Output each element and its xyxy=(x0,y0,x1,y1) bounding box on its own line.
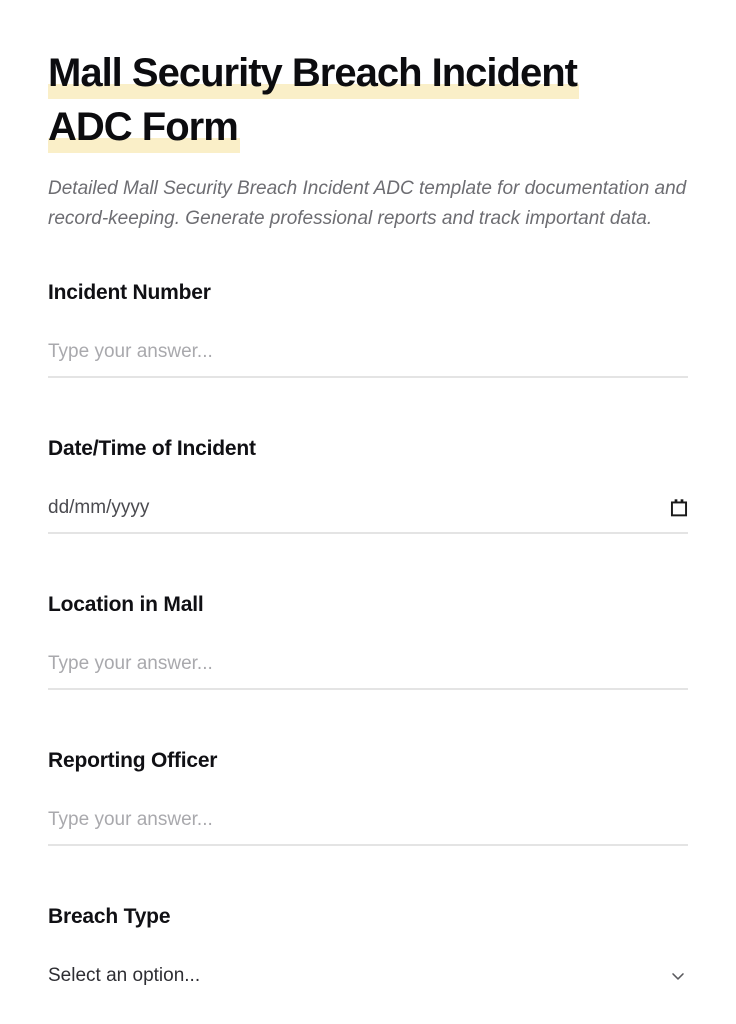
incident-number-input-row xyxy=(48,340,688,378)
breach-type-selected-value: Select an option... xyxy=(48,965,201,986)
field-breach-type xyxy=(48,904,688,1000)
date-time-input-row xyxy=(48,496,688,534)
reporting-officer-label: Reporting Officer xyxy=(48,749,218,772)
location-input-row xyxy=(48,652,688,690)
location-input[interactable] xyxy=(48,652,688,676)
field-date-time xyxy=(48,436,688,534)
location-label: Location in Mall xyxy=(48,593,204,616)
breach-type-label: Breach Type xyxy=(48,905,171,928)
page-title xyxy=(48,46,688,154)
field-incident-number xyxy=(48,280,688,378)
reporting-officer-input[interactable] xyxy=(48,808,688,832)
field-reporting-officer xyxy=(48,748,688,846)
page-title-line-1: Mall Security Breach Incident xyxy=(48,46,579,100)
incident-number-label: Incident Number xyxy=(48,281,211,304)
date-time-input[interactable] xyxy=(48,496,688,520)
reporting-officer-input-row xyxy=(48,808,688,846)
breach-type-select[interactable] xyxy=(48,964,688,1000)
calendar-icon[interactable] xyxy=(670,498,688,518)
incident-number-input[interactable] xyxy=(48,340,688,364)
page-title-line-2: ADC Form xyxy=(48,100,240,154)
field-location xyxy=(48,592,688,690)
form-description: Detailed Mall Security Breach Incident ADC template for documentation and record-keeping. Generate professional reports and track important data. xyxy=(48,178,687,229)
date-time-label: Date/Time of Incident xyxy=(48,437,256,460)
chevron-down-icon xyxy=(668,966,688,986)
